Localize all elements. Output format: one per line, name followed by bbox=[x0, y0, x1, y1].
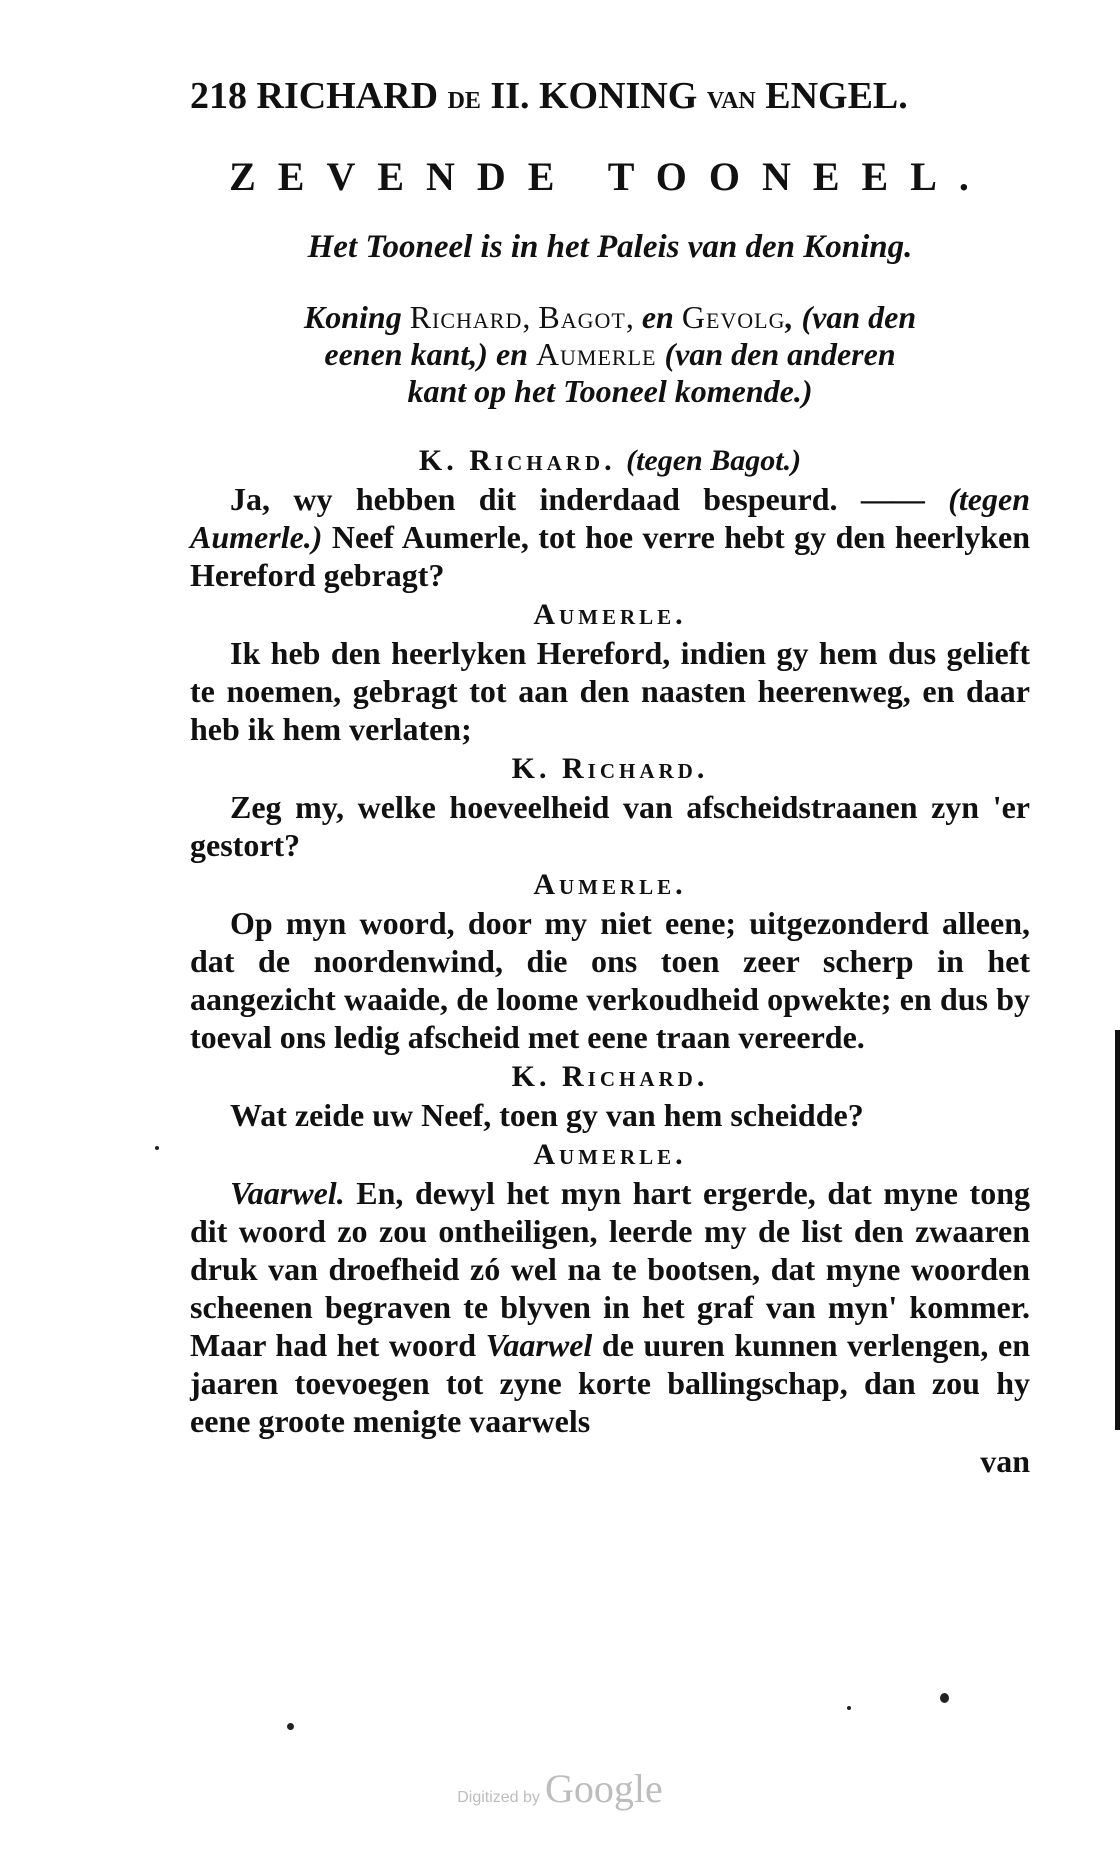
stage-direction bbox=[190, 299, 1030, 410]
speaker-label: Aumerle. bbox=[533, 1138, 687, 1171]
book-page bbox=[190, 68, 1030, 1480]
header-title-van: VAN bbox=[706, 88, 756, 114]
speech-segment: de uuren kunnen verlengen, en jaaren toevoegen tot zyne korte ballingschap, dan zou hy eene groote menigte vaarwels bbox=[190, 1327, 1031, 1439]
stage-direction-line-1 bbox=[190, 299, 1030, 336]
speech-text bbox=[190, 480, 1030, 594]
speech-stage-direction: (tegen Aumerle.) bbox=[190, 481, 1030, 555]
direction-en-2: en bbox=[495, 336, 528, 372]
direction-richard: Richard bbox=[409, 299, 523, 335]
speaker-name bbox=[190, 596, 1030, 634]
speech-text: Op myn woord, door my niet eene; uitgezonderd alleen, dat de noordenwind, die ons toen zeer scherp in het aangezicht waaide, de loome verkoudheid opwekte; en dus by toeval ons ledig afscheid met eene traan vereerde. bbox=[190, 905, 1030, 1055]
speech-segment: Neef Aumerle, tot hoe verre hebt gy den heerlyken Hereford gebragt? bbox=[190, 519, 1030, 593]
speech-emphasis: Vaarwel. bbox=[230, 1175, 345, 1211]
direction-koning: Koning bbox=[303, 299, 402, 335]
direction-comma-2: , bbox=[625, 299, 634, 335]
stage-direction-line-3: kant op het Tooneel komende.) bbox=[407, 373, 813, 409]
scene-title: ZEVENDE TOONEEL. bbox=[229, 154, 991, 199]
speech-segment: En, dewyl het myn hart ergerde, dat myne tong dit woord zo zou ontheiligen, leerde my de list den zwaaren druk van droefheid zó wel na te bootsen, dat myne woorden scheenen begraven te blyven in het graf van myn' kommer. Maar had het woord bbox=[190, 1175, 1030, 1363]
speech-emphasis: Vaarwel bbox=[485, 1327, 593, 1363]
speaker-direction: (tegen Bagot.) bbox=[626, 444, 802, 477]
dialogue bbox=[190, 442, 1030, 1480]
speech-text bbox=[190, 1174, 1030, 1440]
speaker-label: K. Richard. bbox=[511, 1060, 709, 1093]
header-title-part3: ENGEL. bbox=[765, 75, 908, 117]
digitized-watermark bbox=[0, 1765, 1120, 1812]
ink-speck bbox=[940, 1693, 949, 1703]
page-edge-shadow bbox=[1115, 1030, 1120, 1430]
running-header bbox=[190, 68, 1030, 129]
speech-text: Zeg my, welke hoeveelheid van afscheidstraanen zyn 'er gestort? bbox=[190, 789, 1030, 863]
speech-text: Ik heb den heerlyken Hereford, indien gy hem dus gelieft te noemen, gebragt tot aan den naasten heerenweg, en daar heb ik hem verlaten; bbox=[190, 635, 1030, 747]
speaker-name bbox=[190, 1058, 1030, 1096]
digitized-by-label: Digitized by bbox=[457, 1789, 540, 1806]
speaker-name bbox=[190, 1136, 1030, 1174]
speaker-label: Aumerle. bbox=[533, 598, 687, 631]
header-title-part1: RICHARD bbox=[256, 75, 439, 117]
direction-anderen: (van den anderen bbox=[664, 336, 896, 372]
speaker-name bbox=[190, 442, 1030, 480]
page-number: 218 bbox=[190, 75, 247, 117]
speaker-name bbox=[190, 866, 1030, 904]
direction-en-1: en bbox=[641, 299, 674, 335]
catchword: van bbox=[980, 1443, 1030, 1479]
speaker-label: K. Richard. bbox=[418, 444, 616, 477]
direction-eenen-kant: eenen kant,) bbox=[324, 336, 488, 372]
header-title-part2: II. KONING bbox=[490, 75, 698, 117]
google-logo: Google bbox=[545, 1766, 663, 1811]
direction-gevolg: Gevolg bbox=[681, 299, 786, 335]
speaker-label: Aumerle. bbox=[533, 868, 687, 901]
speech-text: Wat zeide uw Neef, toen gy van hem scheidde? bbox=[230, 1097, 864, 1133]
ink-speck bbox=[155, 1146, 159, 1150]
direction-van-den: , (van den bbox=[785, 299, 917, 335]
direction-aumerle: Aumerle bbox=[535, 336, 657, 372]
speech-segment: Ja, wy hebben dit inderdaad bespeurd. —— bbox=[230, 481, 949, 517]
speaker-name bbox=[190, 750, 1030, 788]
direction-bagot: Bagot bbox=[538, 299, 626, 335]
header-title-de: DE bbox=[447, 88, 481, 114]
direction-comma-1: , bbox=[522, 299, 531, 335]
scene-setting: Het Tooneel is in het Paleis van den Koning. bbox=[307, 229, 913, 265]
ink-speck bbox=[847, 1706, 851, 1710]
stage-direction-line-2 bbox=[190, 336, 1030, 373]
ink-speck bbox=[287, 1723, 294, 1730]
speaker-label: K. Richard. bbox=[511, 752, 709, 785]
